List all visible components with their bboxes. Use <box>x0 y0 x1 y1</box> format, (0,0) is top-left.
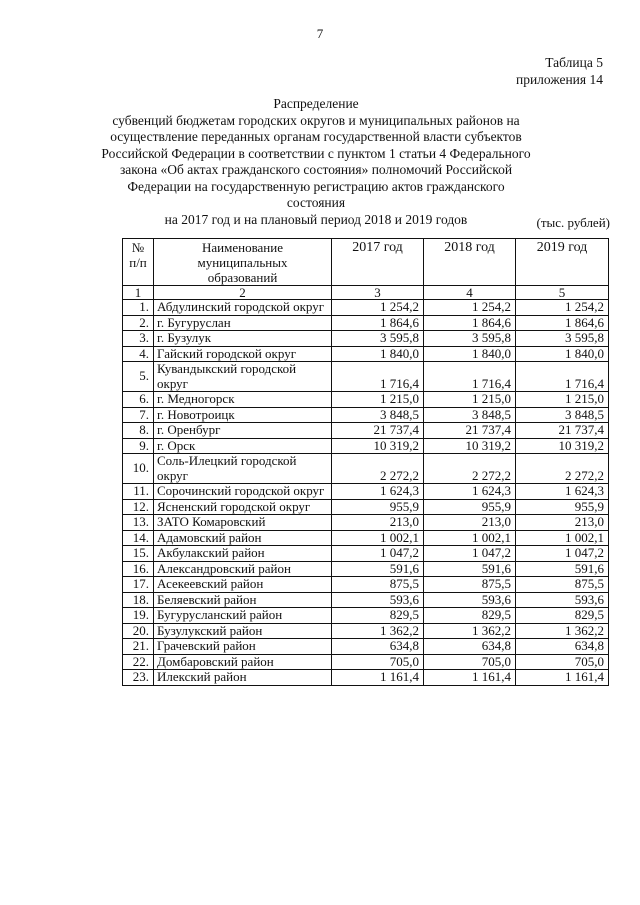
value-2018: 875,5 <box>424 577 516 593</box>
row-number: 12. <box>123 499 154 515</box>
value-2017: 1 624,3 <box>332 484 424 500</box>
row-number: 18. <box>123 592 154 608</box>
value-2019: 1 254,2 <box>516 300 609 316</box>
row-number: 14. <box>123 530 154 546</box>
column-index: 1 <box>123 286 154 300</box>
row-number: 6. <box>123 392 154 408</box>
table-row <box>123 499 609 515</box>
table-row <box>123 561 609 577</box>
value-2017: 2 272,2 <box>332 454 424 484</box>
units-note: (тыс. рублей) <box>536 215 610 230</box>
value-2018: 634,8 <box>424 639 516 655</box>
value-2019: 3 595,8 <box>516 331 609 347</box>
value-2018: 1 840,0 <box>424 346 516 362</box>
value-2017: 10 319,2 <box>332 438 424 454</box>
value-2018: 829,5 <box>424 608 516 624</box>
value-2019: 829,5 <box>516 608 609 624</box>
table-row <box>123 315 609 331</box>
value-2017: 1 716,4 <box>332 362 424 392</box>
value-2018: 955,9 <box>424 499 516 515</box>
value-2018: 1 254,2 <box>424 300 516 316</box>
page-number: 7 <box>316 26 324 41</box>
value-2018: 3 848,5 <box>424 407 516 423</box>
value-2019: 955,9 <box>516 499 609 515</box>
row-name: Илекский район <box>154 670 332 686</box>
value-2018: 213,0 <box>424 515 516 531</box>
value-2018: 1 716,4 <box>424 362 516 392</box>
row-number: 10. <box>123 454 154 484</box>
row-name: г. Медногорск <box>154 392 332 408</box>
row-name: Абдулинский городской округ <box>154 300 332 316</box>
row-name: Бузулукский район <box>154 623 332 639</box>
table-row <box>123 577 609 593</box>
value-2019: 1 161,4 <box>516 670 609 686</box>
row-number: 2. <box>123 315 154 331</box>
value-2018: 1 362,2 <box>424 623 516 639</box>
value-2018: 21 737,4 <box>424 423 516 439</box>
value-2018: 1 047,2 <box>424 546 516 562</box>
table-row <box>123 362 609 392</box>
value-2019: 705,0 <box>516 654 609 670</box>
table-row <box>123 423 609 439</box>
row-number: 22. <box>123 654 154 670</box>
document-heading <box>100 96 532 228</box>
value-2017: 213,0 <box>332 515 424 531</box>
subvention-table <box>122 238 609 686</box>
value-2019: 591,6 <box>516 561 609 577</box>
value-2017: 3 595,8 <box>332 331 424 347</box>
value-2017: 1 840,0 <box>332 346 424 362</box>
row-name: Александровский район <box>154 561 332 577</box>
row-name: Соль-Илецкий городской округ <box>154 454 332 484</box>
table-row <box>123 515 609 531</box>
header-2018: 2018 год <box>424 239 516 286</box>
value-2019: 875,5 <box>516 577 609 593</box>
row-name: Домбаровский район <box>154 654 332 670</box>
row-name: Ясненский городской округ <box>154 499 332 515</box>
value-2017: 593,6 <box>332 592 424 608</box>
row-number: 3. <box>123 331 154 347</box>
value-2019: 10 319,2 <box>516 438 609 454</box>
header-2017: 2017 год <box>332 239 424 286</box>
column-index-row <box>123 286 609 300</box>
table-row <box>123 346 609 362</box>
value-2017: 829,5 <box>332 608 424 624</box>
value-2018: 591,6 <box>424 561 516 577</box>
value-2017: 1 161,4 <box>332 670 424 686</box>
value-2018: 1 161,4 <box>424 670 516 686</box>
table-row <box>123 530 609 546</box>
row-number: 7. <box>123 407 154 423</box>
table-ref-line-1: Таблица 5 <box>545 55 603 70</box>
table-row <box>123 407 609 423</box>
column-index: 4 <box>424 286 516 300</box>
value-2017: 705,0 <box>332 654 424 670</box>
value-2017: 591,6 <box>332 561 424 577</box>
heading-line: Федерации на государственную регистрацию актов гражданского состояния <box>127 178 505 210</box>
value-2017: 1 002,1 <box>332 530 424 546</box>
value-2017: 1 362,2 <box>332 623 424 639</box>
table-row <box>123 300 609 316</box>
value-2017: 1 047,2 <box>332 546 424 562</box>
value-2019: 1 215,0 <box>516 392 609 408</box>
value-2018: 1 002,1 <box>424 530 516 546</box>
header-name-text: Наименование муниципальных образований <box>197 240 288 285</box>
row-name: г. Бузулук <box>154 331 332 347</box>
value-2019: 1 002,1 <box>516 530 609 546</box>
value-2018: 10 319,2 <box>424 438 516 454</box>
value-2017: 1 864,6 <box>332 315 424 331</box>
heading-line: закона «Об актах гражданского состояния» полномочий Российской <box>119 162 513 177</box>
value-2019: 1 047,2 <box>516 546 609 562</box>
column-index: 5 <box>516 286 609 300</box>
heading-line: на 2017 год и на плановый период 2018 и 2019 годов <box>164 211 468 227</box>
value-2019: 213,0 <box>516 515 609 531</box>
value-2017: 3 848,5 <box>332 407 424 423</box>
row-number: 15. <box>123 546 154 562</box>
table-reference <box>516 54 603 88</box>
heading-line: осуществление переданных органам государственной власти субъектов <box>110 129 522 144</box>
row-number: 4. <box>123 346 154 362</box>
table-row <box>123 484 609 500</box>
value-2017: 875,5 <box>332 577 424 593</box>
value-2018: 2 272,2 <box>424 454 516 484</box>
row-number: 9. <box>123 438 154 454</box>
row-number: 8. <box>123 423 154 439</box>
row-name: Адамовский район <box>154 530 332 546</box>
header-number <box>123 239 154 286</box>
table-row <box>123 623 609 639</box>
value-2018: 1 864,6 <box>424 315 516 331</box>
row-number: 21. <box>123 639 154 655</box>
row-name: г. Бугуруслан <box>154 315 332 331</box>
table-row <box>123 654 609 670</box>
table-row <box>123 670 609 686</box>
row-name: Бугурусланский район <box>154 608 332 624</box>
value-2019: 1 864,6 <box>516 315 609 331</box>
row-name: Грачевский район <box>154 639 332 655</box>
value-2019: 1 716,4 <box>516 362 609 392</box>
value-2019: 2 272,2 <box>516 454 609 484</box>
value-2017: 21 737,4 <box>332 423 424 439</box>
row-number: 13. <box>123 515 154 531</box>
row-name: ЗАТО Комаровский <box>154 515 332 531</box>
value-2019: 593,6 <box>516 592 609 608</box>
value-2017: 1 254,2 <box>332 300 424 316</box>
value-2018: 705,0 <box>424 654 516 670</box>
header-name <box>154 239 332 286</box>
heading-line: Распределение <box>273 96 359 111</box>
row-number: 20. <box>123 623 154 639</box>
table-row <box>123 392 609 408</box>
row-name: г. Оренбург <box>154 423 332 439</box>
table-header-row <box>123 239 609 286</box>
column-index: 3 <box>332 286 424 300</box>
row-name: г. Орск <box>154 438 332 454</box>
row-name: Гайский городской округ <box>154 346 332 362</box>
header-number-text: № п/п <box>129 240 147 270</box>
row-number: 16. <box>123 561 154 577</box>
table-row <box>123 454 609 484</box>
row-name: г. Новотроицк <box>154 407 332 423</box>
value-2017: 634,8 <box>332 639 424 655</box>
row-name: Беляевский район <box>154 592 332 608</box>
value-2017: 1 215,0 <box>332 392 424 408</box>
value-2017: 955,9 <box>332 499 424 515</box>
value-2019: 3 848,5 <box>516 407 609 423</box>
table-row <box>123 592 609 608</box>
table-row <box>123 639 609 655</box>
row-name: Кувандыкский городской округ <box>154 362 332 392</box>
row-number: 23. <box>123 670 154 686</box>
value-2018: 1 215,0 <box>424 392 516 408</box>
row-name: Сорочинский городской округ <box>154 484 332 500</box>
table-row <box>123 546 609 562</box>
table-row <box>123 438 609 454</box>
table-row <box>123 331 609 347</box>
value-2018: 3 595,8 <box>424 331 516 347</box>
value-2019: 1 624,3 <box>516 484 609 500</box>
value-2018: 1 624,3 <box>424 484 516 500</box>
header-2019: 2019 год <box>516 239 609 286</box>
heading-line: субвенций бюджетам городских округов и муниципальных районов на <box>112 112 520 128</box>
heading-line: Российской Федерации в соответствии с пунктом 1 статьи 4 Федерального <box>101 145 531 161</box>
value-2018: 593,6 <box>424 592 516 608</box>
row-name: Асекеевский район <box>154 577 332 593</box>
value-2019: 634,8 <box>516 639 609 655</box>
value-2019: 1 362,2 <box>516 623 609 639</box>
row-number: 17. <box>123 577 154 593</box>
column-index: 2 <box>154 286 332 300</box>
value-2019: 21 737,4 <box>516 423 609 439</box>
table-row <box>123 608 609 624</box>
row-number: 11. <box>123 484 154 500</box>
row-number: 1. <box>123 300 154 316</box>
table-ref-line-2: приложения 14 <box>515 72 603 87</box>
value-2019: 1 840,0 <box>516 346 609 362</box>
row-number: 19. <box>123 608 154 624</box>
row-number: 5. <box>123 362 154 392</box>
row-name: Акбулакский район <box>154 546 332 562</box>
